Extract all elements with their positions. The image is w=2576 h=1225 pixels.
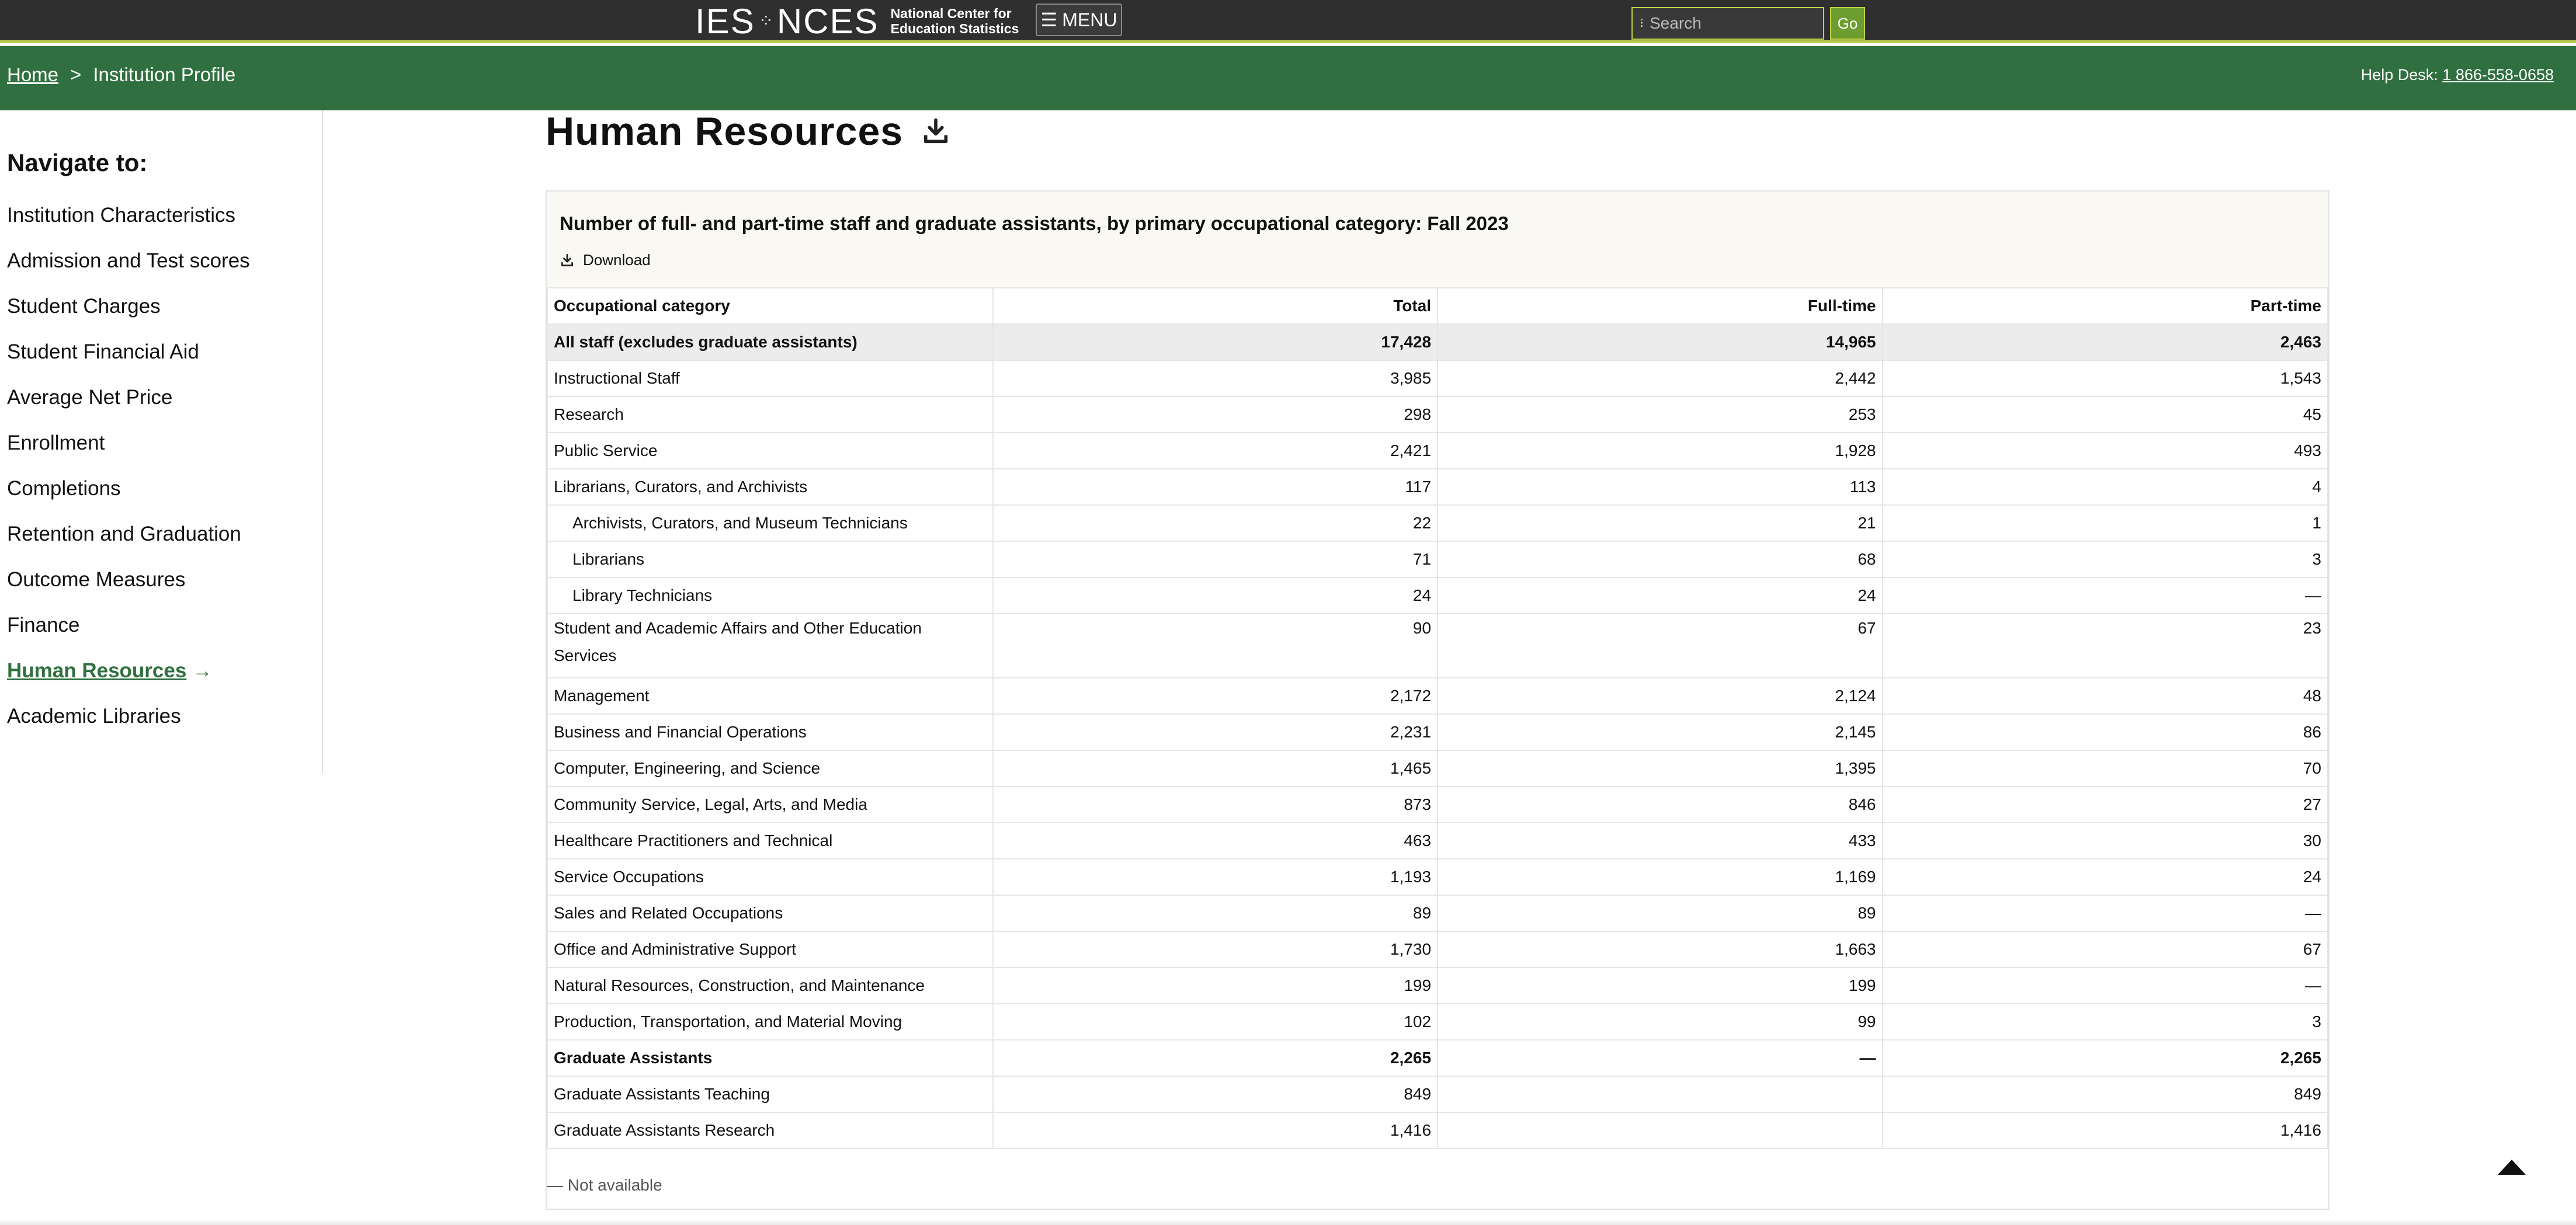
row-part-time: 48 (1883, 678, 2328, 714)
row-part-time: — (1883, 968, 2328, 1004)
sidebar-item-completions[interactable]: Completions (7, 477, 121, 500)
row-total: 1,416 (993, 1112, 1438, 1149)
download-icon[interactable] (921, 116, 951, 147)
navigate-heading: Navigate to: (7, 149, 148, 176)
row-label: Graduate Assistants Teaching (547, 1076, 993, 1112)
sidebar-item-average-net-price[interactable]: Average Net Price (7, 386, 173, 409)
row-total: 17,428 (993, 324, 1438, 360)
row-label: Instructional Staff (547, 360, 993, 396)
row-part-time: 24 (1883, 859, 2328, 895)
row-total: 2,265 (993, 1040, 1438, 1076)
row-total: 102 (993, 1004, 1438, 1040)
row-total: 24 (993, 577, 1438, 614)
row-label: Librarians (547, 541, 993, 577)
page-title-text: Human Resources (546, 109, 904, 154)
staff-table (547, 287, 2328, 1149)
row-part-time: 45 (1883, 396, 2328, 433)
help-desk (2361, 66, 2554, 84)
row-full-time (1438, 1112, 1882, 1149)
row-total: 849 (993, 1076, 1438, 1112)
row-label: Research (547, 396, 993, 433)
row-full-time: — (1438, 1040, 1882, 1076)
search-go-button[interactable]: Go (1830, 7, 1865, 40)
table-row (547, 324, 2328, 360)
row-total: 298 (993, 396, 1438, 433)
logo-star-icon: ⁘ (758, 11, 773, 31)
caret-up-icon[interactable] (2495, 1155, 2528, 1178)
breadcrumb (7, 64, 235, 86)
row-label: Sales and Related Occupations (547, 895, 993, 931)
column-header-full-time: Full-time (1438, 288, 1882, 324)
row-part-time: — (1883, 895, 2328, 931)
row-full-time: 2,442 (1438, 360, 1882, 396)
table-row (547, 396, 2328, 433)
row-part-time: — (1883, 577, 2328, 614)
download-link[interactable] (560, 251, 651, 269)
row-total: 22 (993, 505, 1438, 541)
table-row (547, 541, 2328, 577)
logo-center-name (891, 6, 1019, 36)
column-header-part-time: Part-time (1883, 288, 2328, 324)
row-total: 1,193 (993, 859, 1438, 895)
row-part-time: 86 (1883, 714, 2328, 750)
row-label: Natural Resources, Construction, and Maintenance (547, 968, 993, 1004)
table-row (547, 1040, 2328, 1076)
sidebar-item-academic-libraries[interactable]: Academic Libraries (7, 705, 181, 728)
search-input[interactable] (1631, 7, 1824, 40)
sidebar-item-finance[interactable]: Finance (7, 614, 80, 636)
row-label: Graduate Assistants Research (547, 1112, 993, 1149)
sidebar-item-student-financial-aid[interactable]: Student Financial Aid (7, 340, 199, 363)
row-part-time: 1,543 (1883, 360, 2328, 396)
table-row (547, 895, 2328, 931)
row-full-time: 1,169 (1438, 859, 1882, 895)
row-total: 2,231 (993, 714, 1438, 750)
ies-nces-logo[interactable] (695, 2, 1019, 40)
row-label: Service Occupations (547, 859, 993, 895)
top-bar (0, 0, 2576, 43)
row-total: 199 (993, 968, 1438, 1004)
row-label: Computer, Engineering, and Science (547, 750, 993, 786)
row-part-time: 70 (1883, 750, 2328, 786)
row-total: 463 (993, 823, 1438, 859)
page-title (546, 109, 951, 154)
row-part-time: 849 (1883, 1076, 2328, 1112)
center-name-line2: Education Statistics (890, 21, 1019, 36)
row-full-time: 199 (1438, 968, 1882, 1004)
table-row (547, 678, 2328, 714)
sidebar-item-human-resources-label: Human Resources (7, 659, 187, 682)
row-full-time: 1,395 (1438, 750, 1882, 786)
row-full-time: 89 (1438, 895, 1882, 931)
row-full-time: 113 (1438, 469, 1882, 505)
row-part-time: 23 (1883, 614, 2328, 678)
breadcrumb-separator: > (70, 64, 82, 85)
row-part-time: 2,265 (1883, 1040, 2328, 1076)
table-row (547, 1004, 2328, 1040)
row-total: 71 (993, 541, 1438, 577)
sidebar-item-student-charges[interactable]: Student Charges (7, 295, 161, 318)
row-full-time: 846 (1438, 786, 1882, 823)
center-name-line1: National Center for (890, 6, 1012, 21)
sidebar-item-admission[interactable]: Admission and Test scores (7, 249, 250, 272)
row-total: 117 (993, 469, 1438, 505)
column-header-total: Total (993, 288, 1438, 324)
row-full-time: 24 (1438, 577, 1882, 614)
table-row (547, 859, 2328, 895)
breadcrumb-current: Institution Profile (93, 64, 236, 85)
row-label: All staff (excludes graduate assistants) (547, 324, 993, 360)
row-full-time: 1,663 (1438, 931, 1882, 968)
table-row (547, 469, 2328, 505)
arrow-right-icon: → (192, 660, 213, 682)
row-full-time: 14,965 (1438, 324, 1882, 360)
row-total: 2,421 (993, 433, 1438, 469)
row-total: 1,465 (993, 750, 1438, 786)
row-label: Community Service, Legal, Arts, and Media (547, 786, 993, 823)
row-full-time: 1,928 (1438, 433, 1882, 469)
table-row (547, 1112, 2328, 1149)
row-total: 1,730 (993, 931, 1438, 968)
row-part-time: 3 (1883, 541, 2328, 577)
sidebar-item-retention-graduation[interactable]: Retention and Graduation (7, 523, 241, 545)
breadcrumb-home-link[interactable]: Home (7, 64, 59, 85)
help-desk-phone-link[interactable]: 1 866-558-0658 (2442, 66, 2554, 83)
row-label: Graduate Assistants (547, 1040, 993, 1076)
table-header-area (547, 192, 2328, 287)
row-label: Office and Administrative Support (547, 931, 993, 968)
row-label: Management (547, 678, 993, 714)
row-part-time: 1,416 (1883, 1112, 2328, 1149)
row-total: 90 (993, 614, 1438, 678)
table-row (547, 614, 2328, 678)
row-label: Library Technicians (547, 577, 993, 614)
table-row (547, 750, 2328, 786)
row-full-time: 68 (1438, 541, 1882, 577)
row-label: Business and Financial Operations (547, 714, 993, 750)
row-total: 873 (993, 786, 1438, 823)
row-full-time: 2,124 (1438, 678, 1882, 714)
table-body (547, 324, 2328, 1149)
breadcrumb-bar (0, 46, 2576, 110)
sidebar-item-enrollment[interactable]: Enrollment (7, 431, 105, 454)
row-total: 2,172 (993, 678, 1438, 714)
row-full-time: 433 (1438, 823, 1882, 859)
hamburger-icon: ☰ (1040, 9, 1058, 30)
logo-ies-text: IES (695, 1, 755, 41)
sidebar-item-institution-characteristics[interactable]: Institution Characteristics (7, 204, 235, 227)
footnote: — Not available (547, 1176, 662, 1194)
row-full-time: 99 (1438, 1004, 1882, 1040)
table-row (547, 823, 2328, 859)
table-row (547, 714, 2328, 750)
row-label: Librarians, Curators, and Archivists (547, 469, 993, 505)
row-full-time: 21 (1438, 505, 1882, 541)
row-total: 3,985 (993, 360, 1438, 396)
row-part-time: 4 (1883, 469, 2328, 505)
row-label: Healthcare Practitioners and Technical (547, 823, 993, 859)
row-label: Production, Transportation, and Material Moving (547, 1004, 993, 1040)
table-row (547, 505, 2328, 541)
row-part-time: 2,463 (1883, 324, 2328, 360)
table-header-row (547, 288, 2328, 324)
row-full-time (1438, 1076, 1882, 1112)
row-total: 89 (993, 895, 1438, 931)
logo-nces-text: NCES (776, 1, 879, 41)
row-label: Archivists, Curators, and Museum Technicians (547, 505, 993, 541)
table-row (547, 433, 2328, 469)
row-part-time: 1 (1883, 505, 2328, 541)
table-row (547, 1076, 2328, 1112)
bottom-edge (0, 1219, 2576, 1225)
row-part-time: 30 (1883, 823, 2328, 859)
row-part-time: 3 (1883, 1004, 2328, 1040)
row-label: Student and Academic Affairs and Other Education Services (547, 614, 993, 678)
sidebar-item-human-resources[interactable] (7, 659, 250, 705)
row-full-time: 2,145 (1438, 714, 1882, 750)
table-row (547, 360, 2328, 396)
row-full-time: 67 (1438, 614, 1882, 678)
table-caption: Number of full- and part-time staff and graduate assistants, by primary occupational category: Fall 2023 (560, 213, 1509, 234)
search-placeholder: Search (1650, 14, 1702, 32)
column-header-category: Occupational category (547, 288, 993, 324)
table-row (547, 786, 2328, 823)
table-row (547, 968, 2328, 1004)
sidebar-item-outcome-measures[interactable]: Outcome Measures (7, 568, 186, 591)
row-part-time: 67 (1883, 931, 2328, 968)
search-icon: ⁝ (1640, 16, 1644, 30)
row-part-time: 27 (1883, 786, 2328, 823)
download-icon (560, 253, 575, 268)
sidebar (0, 110, 323, 773)
row-full-time: 253 (1438, 396, 1882, 433)
menu-label: MENU (1062, 9, 1117, 30)
table-panel (546, 190, 2329, 1210)
row-label: Public Service (547, 433, 993, 469)
help-desk-label: Help Desk: (2360, 66, 2438, 83)
row-part-time: 493 (1883, 433, 2328, 469)
menu-button[interactable] (1036, 4, 1122, 36)
table-row (547, 931, 2328, 968)
download-label: Download (583, 251, 651, 269)
table-row (547, 577, 2328, 614)
sidebar-nav (7, 204, 250, 750)
